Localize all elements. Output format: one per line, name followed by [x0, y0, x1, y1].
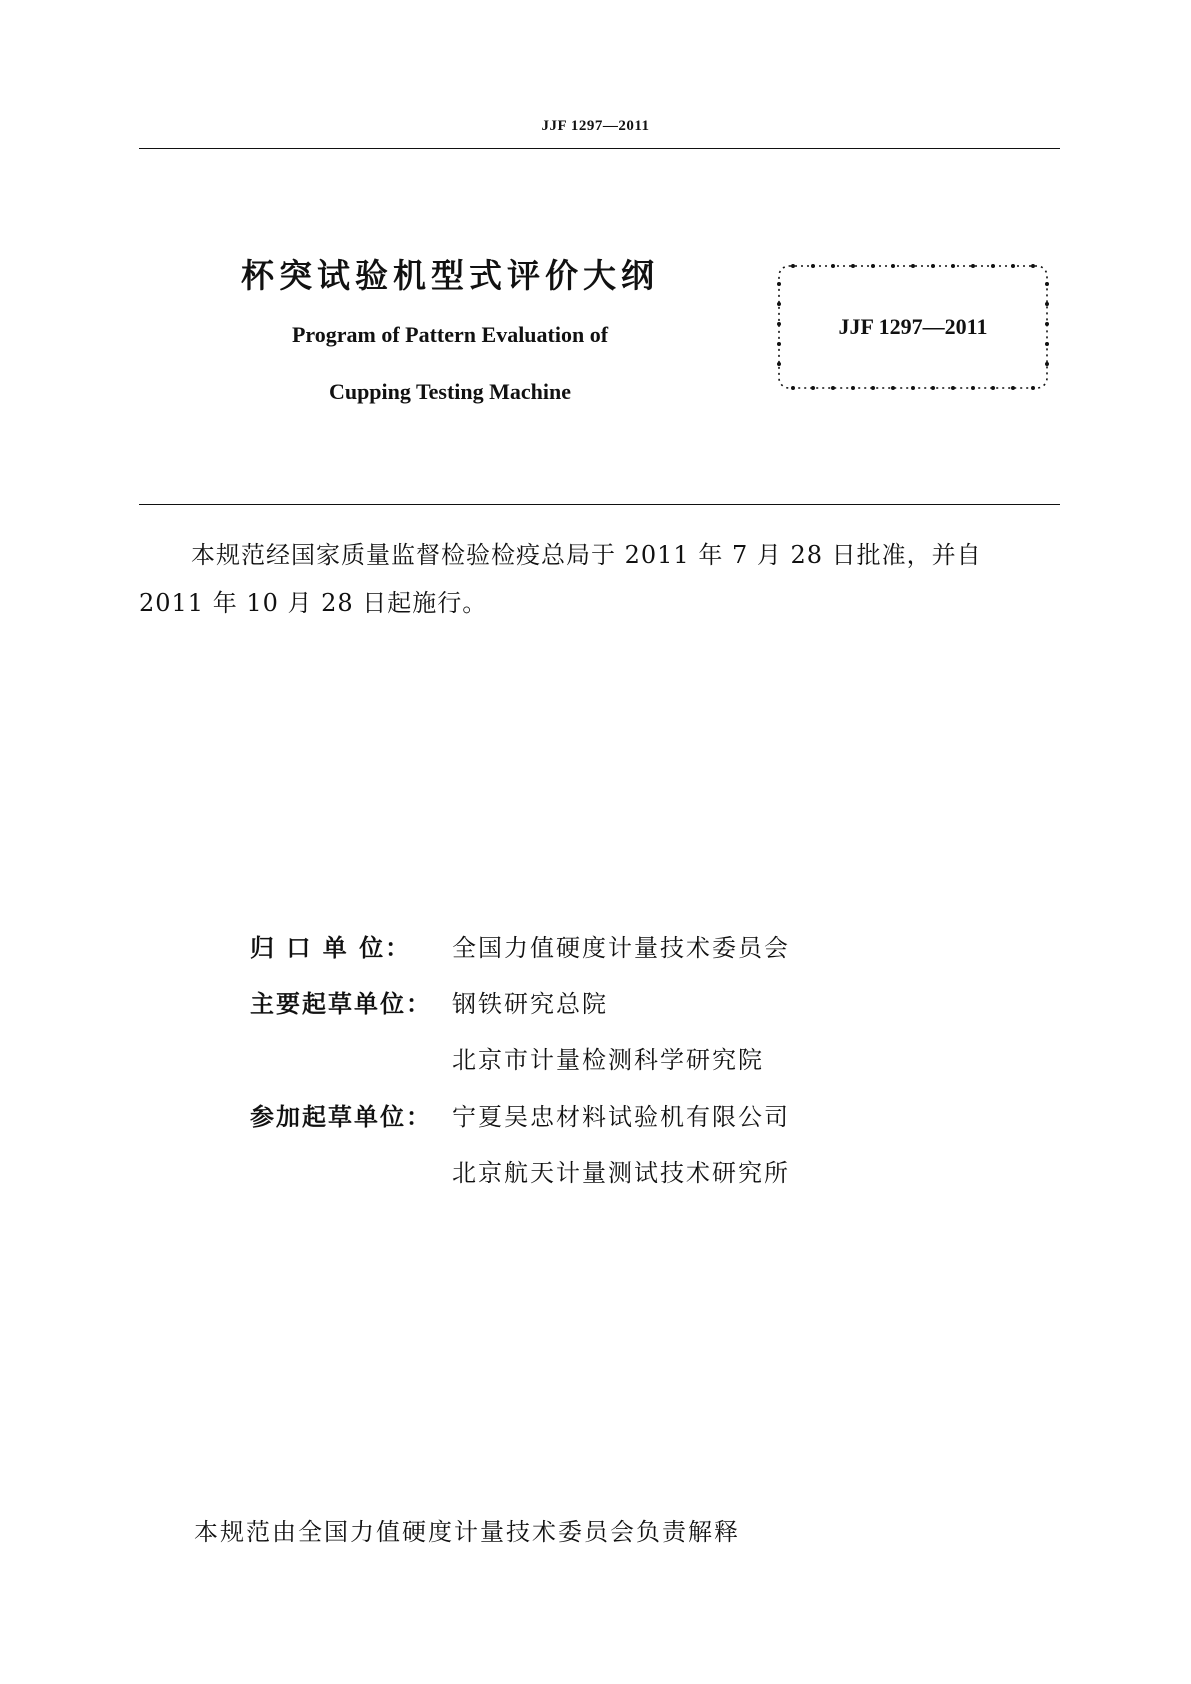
border-bead [777, 282, 781, 286]
document-title-english-line-2: Cupping Testing Machine [328, 379, 572, 404]
border-bead [1031, 264, 1035, 268]
border-bead [991, 386, 995, 390]
interpretation-note: 本规范由全国力值硬度计量技术委员会负责解释 [194, 1518, 740, 1546]
border-bead [791, 386, 795, 390]
border-bead [831, 386, 835, 390]
border-bead [951, 264, 955, 268]
border-bead [971, 386, 975, 390]
border-bead [831, 264, 835, 268]
border-bead [851, 386, 855, 390]
approval-line-2: 2011 年 10 月 28 日起施行。 [139, 589, 488, 617]
org-label: 参加起草单位： [250, 1103, 432, 1131]
border-bead [911, 264, 915, 268]
border-bead [1045, 342, 1049, 346]
border-bead [911, 386, 915, 390]
title-separator-rule [139, 504, 1060, 505]
border-bead [871, 264, 875, 268]
border-bead [991, 264, 995, 268]
approval-line-1-text: 本规范经国家质量监督检验检疫总局于 2011 年 7 月 28 日批准，并自 [191, 541, 982, 569]
header-standard-code: JJF 1297—2011 [541, 118, 650, 134]
org-value: 北京市计量检测科学研究院 [452, 1046, 764, 1074]
org-value: 钢铁研究总院 [452, 990, 608, 1018]
border-bead [777, 302, 781, 306]
org-value: 宁夏吴忠材料试验机有限公司 [452, 1103, 790, 1131]
border-bead [971, 264, 975, 268]
border-bead [811, 386, 815, 390]
approval-line-1 [139, 531, 1060, 579]
border-bead [811, 264, 815, 268]
border-bead [1045, 302, 1049, 306]
org-label: 主要起草单位： [250, 990, 432, 1018]
border-bead [777, 342, 781, 346]
border-bead [891, 264, 895, 268]
border-bead [891, 386, 895, 390]
standard-code-box [775, 262, 1051, 392]
header-rule [139, 148, 1060, 149]
border-bead [791, 264, 795, 268]
org-value: 北京航天计量测试技术研究所 [452, 1159, 790, 1187]
approval-statement [139, 531, 1060, 627]
border-bead [1031, 386, 1035, 390]
border-bead [851, 264, 855, 268]
document-title-chinese: 杯突试验机型式评价大纲 [241, 256, 659, 295]
border-bead [951, 386, 955, 390]
border-bead [1045, 362, 1049, 366]
border-bead [931, 386, 935, 390]
border-bead [1045, 282, 1049, 286]
border-bead [931, 264, 935, 268]
border-bead [1011, 264, 1015, 268]
border-bead [777, 362, 781, 366]
border-bead [871, 386, 875, 390]
document-title-english-line-1: Program of Pattern Evaluation of [291, 322, 609, 347]
org-label: 归 口 单 位： [250, 934, 412, 962]
border-bead [1011, 386, 1015, 390]
org-value: 全国力值硬度计量技术委员会 [452, 934, 790, 962]
standard-code-box-text: JJF 1297—2011 [838, 314, 988, 339]
